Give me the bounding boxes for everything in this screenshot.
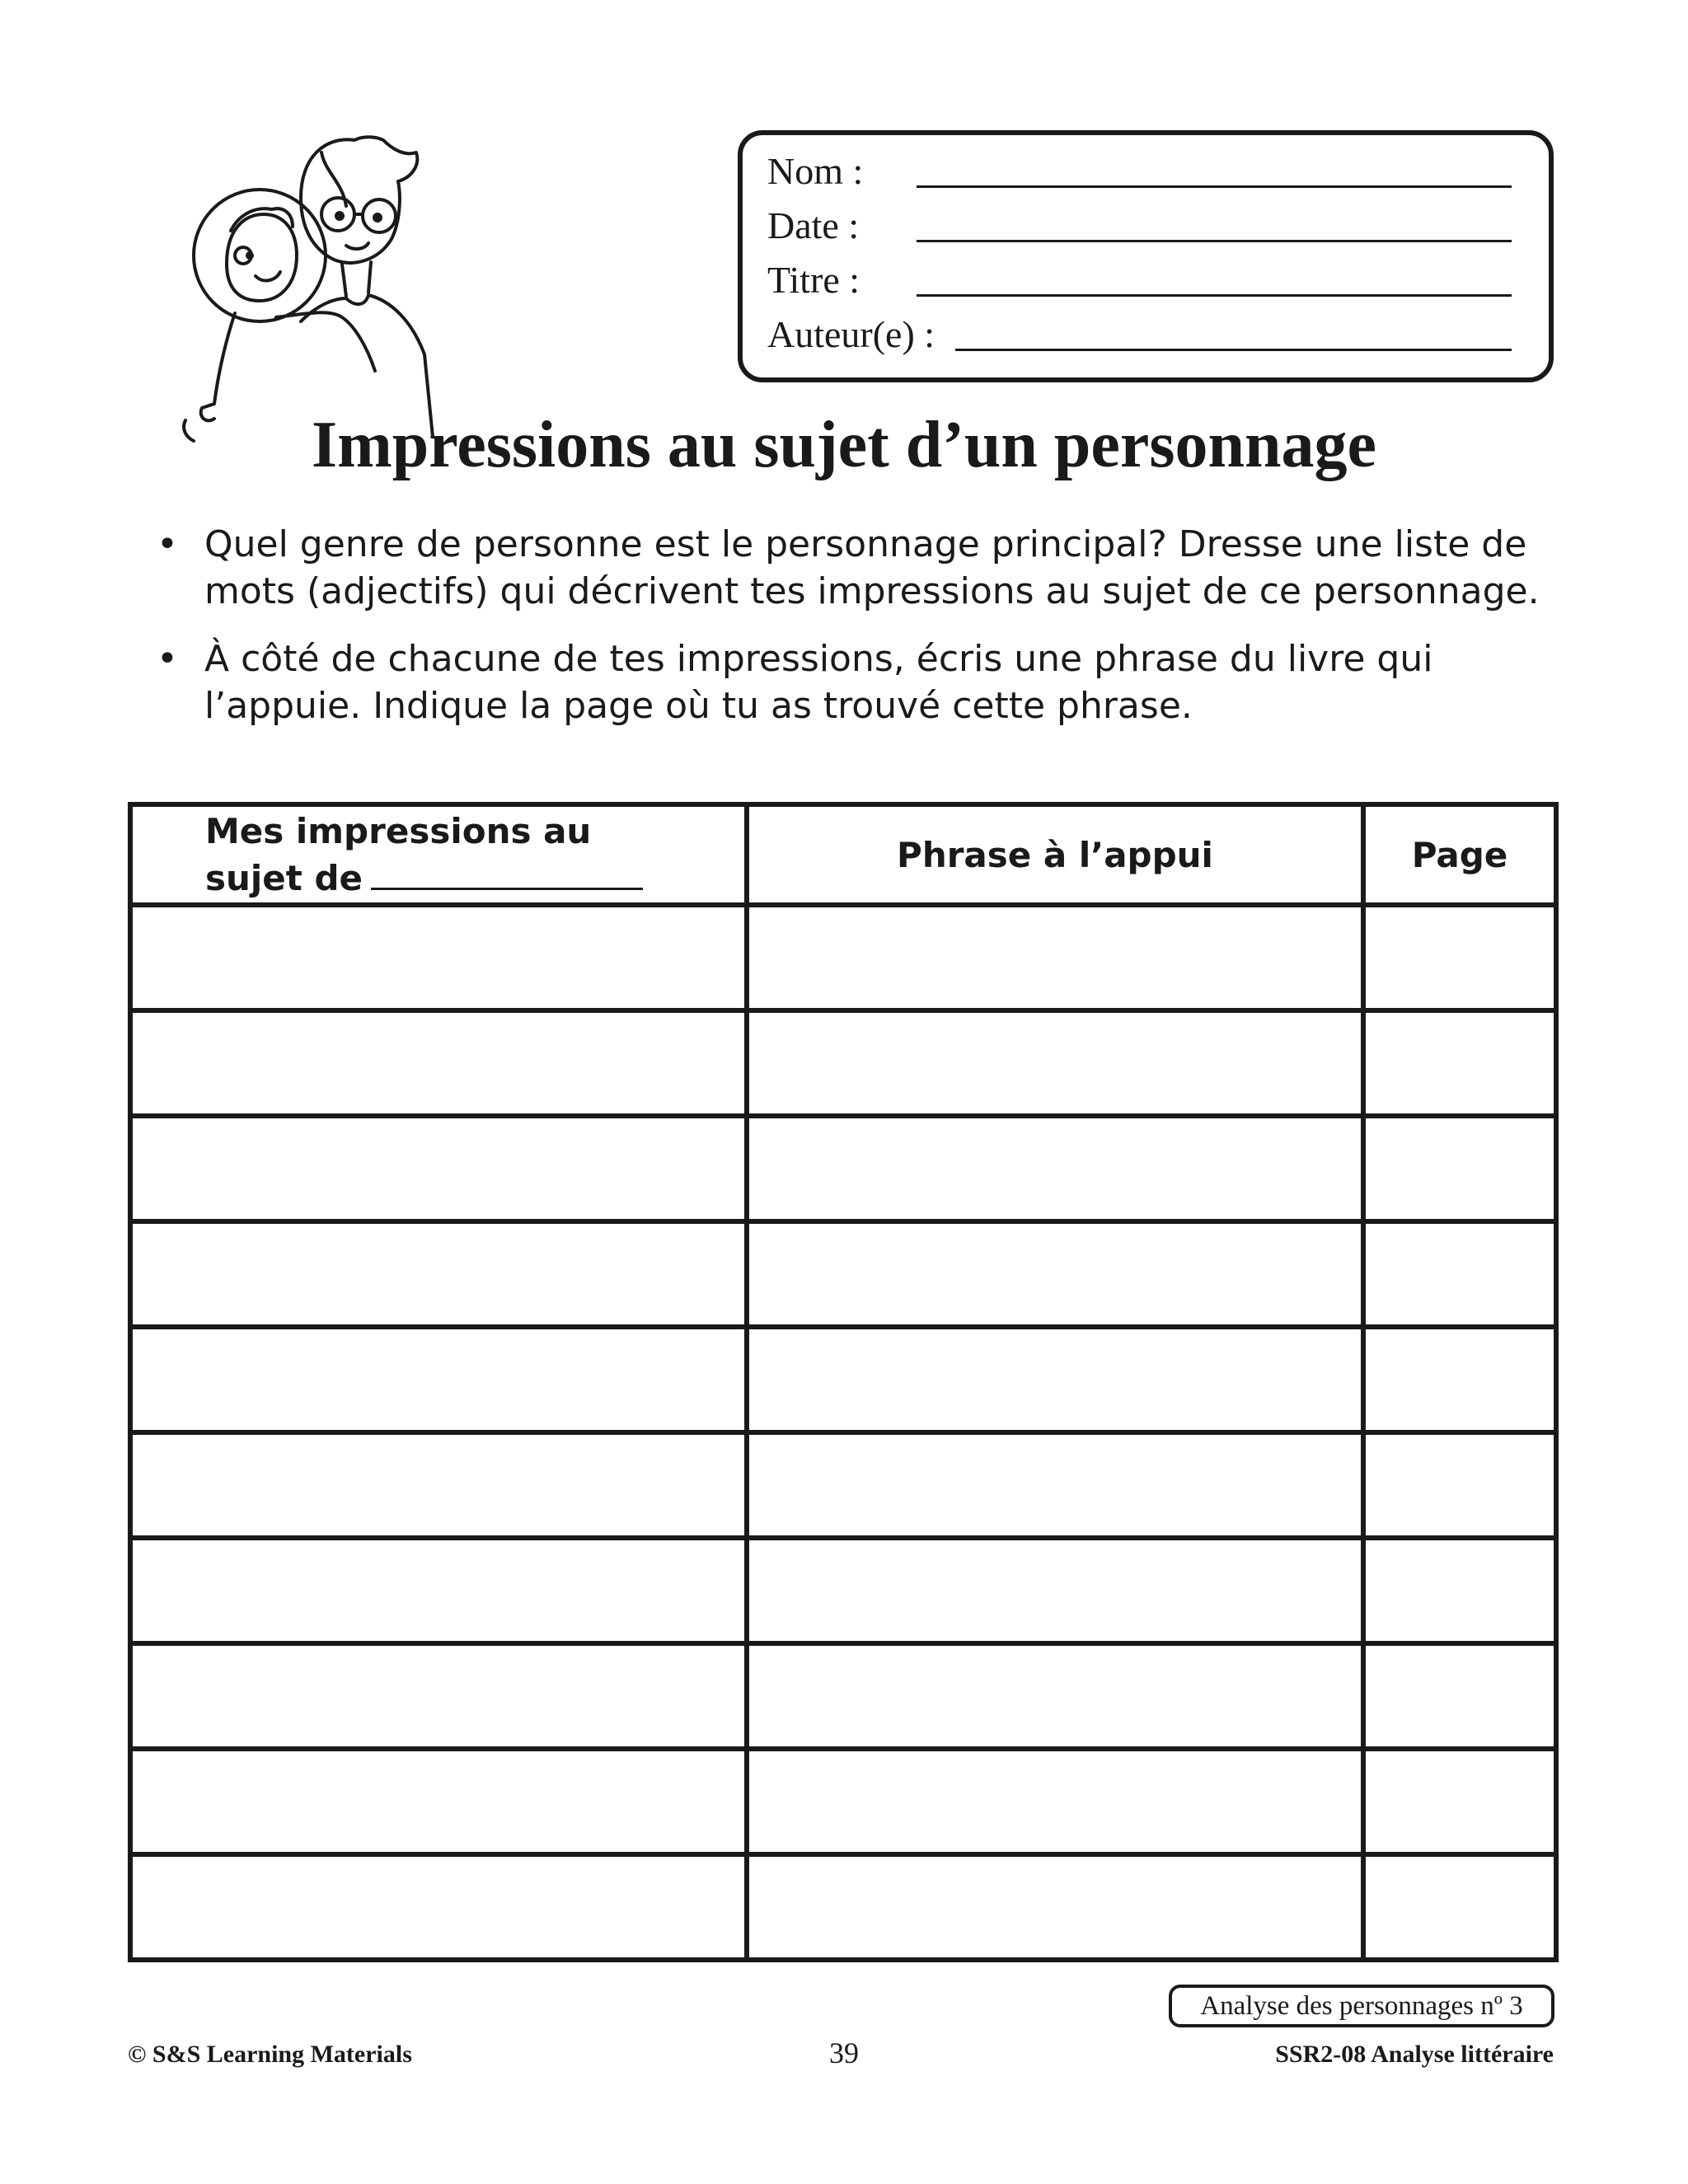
character-name-field[interactable] bbox=[371, 855, 643, 890]
sentence-cell[interactable] bbox=[747, 1116, 1363, 1221]
impression-cell[interactable] bbox=[130, 1116, 747, 1221]
sentence-cell[interactable] bbox=[747, 1327, 1363, 1432]
header-impressions bbox=[130, 804, 747, 905]
date-field[interactable] bbox=[917, 240, 1512, 242]
instructions-list bbox=[157, 521, 1541, 750]
instruction-item bbox=[157, 521, 1541, 615]
page-cell[interactable] bbox=[1363, 1116, 1556, 1221]
date-row bbox=[767, 204, 1512, 254]
instruction-item bbox=[157, 635, 1541, 729]
sentence-cell[interactable] bbox=[747, 1221, 1363, 1327]
page-cell[interactable] bbox=[1363, 1538, 1556, 1643]
name-label: Nom : bbox=[767, 150, 864, 192]
page-cell[interactable] bbox=[1363, 1327, 1556, 1432]
impression-cell[interactable] bbox=[130, 1643, 747, 1749]
page-cell[interactable] bbox=[1363, 1643, 1556, 1749]
instruction-text: Quel genre de personne est le personnage principal? Dresse une liste de mots (adjectifs) qui décrivent tes impressions au sujet de ce personnage. bbox=[204, 523, 1540, 612]
header-impressions-line1: Mes impressions au bbox=[205, 810, 592, 851]
page-cell[interactable] bbox=[1363, 1221, 1556, 1327]
table-header-row bbox=[130, 804, 1556, 905]
name-row bbox=[767, 150, 1512, 199]
header-page: Page bbox=[1363, 804, 1556, 905]
table-row bbox=[130, 1327, 1556, 1432]
sentence-cell[interactable] bbox=[747, 1538, 1363, 1643]
author-row bbox=[767, 313, 1512, 363]
table-row bbox=[130, 1432, 1556, 1538]
header-impressions-line2: sujet de bbox=[205, 857, 363, 898]
copyright-text: © S&S Learning Materials bbox=[128, 2041, 412, 2068]
page-cell[interactable] bbox=[1363, 1010, 1556, 1116]
sentence-cell[interactable] bbox=[747, 1749, 1363, 1854]
bullet-icon: • bbox=[157, 523, 178, 565]
date-label: Date : bbox=[767, 204, 860, 246]
impression-cell[interactable] bbox=[130, 1327, 747, 1432]
table-row bbox=[130, 1749, 1556, 1854]
table-row bbox=[130, 1010, 1556, 1116]
page-cell[interactable] bbox=[1363, 905, 1556, 1010]
table-row bbox=[130, 1643, 1556, 1749]
name-field[interactable] bbox=[917, 185, 1512, 188]
sentence-cell[interactable] bbox=[747, 1854, 1363, 1960]
table-row bbox=[130, 1854, 1556, 1960]
header-supporting-sentence: Phrase à l’appui bbox=[747, 804, 1363, 905]
student-info-box bbox=[738, 130, 1554, 382]
page-number: 39 bbox=[829, 2036, 859, 2069]
title-row bbox=[767, 259, 1512, 308]
impression-cell[interactable] bbox=[130, 1749, 747, 1854]
sentence-cell[interactable] bbox=[747, 1010, 1363, 1116]
page-cell[interactable] bbox=[1363, 1749, 1556, 1854]
bullet-icon: • bbox=[157, 638, 178, 680]
table-row bbox=[130, 1116, 1556, 1221]
page-cell[interactable] bbox=[1363, 1432, 1556, 1538]
impression-cell[interactable] bbox=[130, 1538, 747, 1643]
impression-cell[interactable] bbox=[130, 1432, 747, 1538]
author-field[interactable] bbox=[955, 349, 1512, 351]
impression-cell[interactable] bbox=[130, 905, 747, 1010]
impression-cell[interactable] bbox=[130, 1221, 747, 1327]
page-cell[interactable] bbox=[1363, 1854, 1556, 1960]
title-field[interactable] bbox=[917, 294, 1512, 297]
instruction-text: À côté de chacune de tes impressions, écris une phrase du livre qui l’appuie. Indique la page où tu as trouvé cette phrase. bbox=[204, 638, 1433, 727]
impression-cell[interactable] bbox=[130, 1010, 747, 1116]
impression-cell[interactable] bbox=[130, 1854, 747, 1960]
sentence-cell[interactable] bbox=[747, 1643, 1363, 1749]
table-row bbox=[130, 905, 1556, 1010]
impressions-table bbox=[128, 802, 1559, 1962]
series-code: SSR2-08 Analyse littéraire bbox=[1275, 2041, 1554, 2068]
sentence-cell[interactable] bbox=[747, 905, 1363, 1010]
title-label: Titre : bbox=[767, 259, 860, 301]
section-badge: Analyse des personnages nº 3 bbox=[1169, 1985, 1554, 2027]
author-label: Auteur(e) : bbox=[767, 313, 935, 355]
table-row bbox=[130, 1221, 1556, 1327]
table-row bbox=[130, 1538, 1556, 1643]
sentence-cell[interactable] bbox=[747, 1432, 1363, 1538]
page-title: Impressions au sujet d’un personnage bbox=[311, 409, 1377, 481]
